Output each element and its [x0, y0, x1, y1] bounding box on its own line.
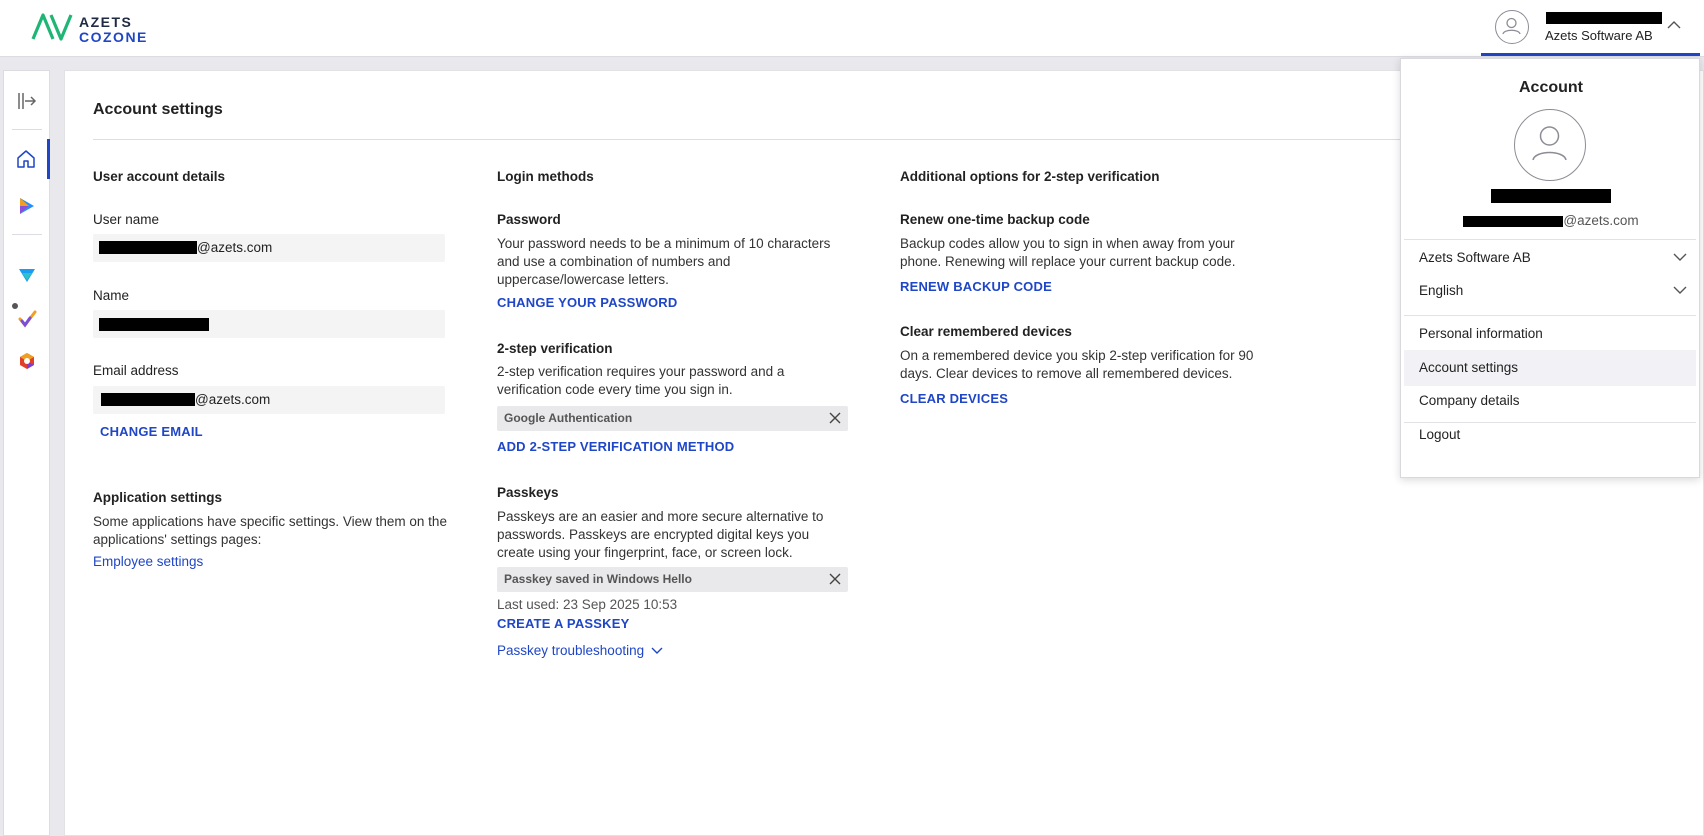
nav-app-hex[interactable]: [4, 341, 50, 381]
menu-item-label: Account settings: [1419, 360, 1519, 375]
azets-cozone-logo[interactable]: [31, 12, 171, 44]
check-app-icon: [17, 309, 37, 329]
menu-item-label: Logout: [1419, 427, 1461, 442]
profile-email: [1401, 213, 1701, 228]
name-label: Name: [93, 288, 130, 303]
redacted-email: [101, 393, 195, 406]
home-icon: [16, 149, 36, 169]
app-settings-text: Some applications have specific settings. View them on the applications' settings pages:: [93, 514, 447, 547]
section-heading: Login methods: [497, 169, 594, 184]
password-title: Password: [497, 212, 561, 227]
two-step-method-chip: [497, 406, 848, 431]
menu-item-label: Personal information: [1419, 326, 1543, 341]
user-company-name: Azets Software AB: [1545, 28, 1653, 43]
notification-dot: [12, 303, 18, 309]
username-field: [93, 234, 445, 262]
app-settings-heading: Application settings: [93, 490, 223, 505]
logo-text-azets: AZETS: [79, 14, 133, 30]
passkey-troubleshooting-link[interactable]: Passkey troubleshooting: [497, 643, 645, 658]
section-heading: User account details: [93, 169, 226, 184]
hex-app-icon: [17, 351, 37, 371]
profile-avatar-icon: [1514, 109, 1586, 181]
nav-app-play[interactable]: [4, 186, 50, 226]
close-icon[interactable]: [828, 411, 842, 425]
section-heading: Additional options for 2-step verification: [900, 169, 1160, 184]
flow-app-icon: [17, 265, 37, 285]
employee-settings-link[interactable]: Employee settings: [93, 554, 204, 569]
menu-logout[interactable]: [1404, 417, 1696, 453]
account-dropdown-panel: [1400, 58, 1700, 478]
menu-language-selector[interactable]: [1404, 273, 1696, 309]
user-avatar-icon: [1495, 10, 1529, 44]
passkey-chip: [497, 567, 848, 592]
nav-divider: [12, 129, 42, 130]
nav-divider: [12, 234, 42, 235]
menu-company-details[interactable]: [1404, 383, 1696, 419]
two-step-title: 2-step verification: [497, 341, 613, 356]
name-field: [93, 310, 445, 338]
username-label: User name: [93, 212, 160, 227]
logo-text-cozone: COZONE: [79, 29, 148, 45]
password-text: Your password needs to be a minimum of 10 characters and use a combination of numbers and uppercase/lowercase letters.: [497, 236, 831, 287]
nav-app-check[interactable]: [4, 299, 50, 339]
menu-account-settings[interactable]: [1404, 350, 1696, 386]
email-label: Email address: [93, 363, 179, 378]
email-field: [93, 386, 445, 414]
email-domain: @azets.com: [195, 392, 271, 407]
passkeys-text: Passkeys are an easier and more secure alternative to passwords. Passkeys are encrypted digital keys you create using your fingerprint, face, or screen lock.: [497, 509, 824, 560]
two-step-text: 2-step verification requires your password and a verification code every time you sign in.: [497, 364, 785, 397]
play-app-icon: [17, 196, 37, 216]
passkey-saved-label: Passkey saved in Windows Hello: [504, 572, 692, 586]
renew-backup-text: Backup codes allow you to sign in when away from your phone. Renewing will replace your current backup code.: [900, 236, 1236, 269]
close-icon[interactable]: [828, 572, 842, 586]
renew-backup-code-button[interactable]: RENEW BACKUP CODE: [900, 279, 1052, 294]
passkey-last-used: Last used: 23 Sep 2025 10:53: [497, 597, 678, 612]
collapse-icon: [16, 91, 38, 111]
redacted-profile-name: [1491, 189, 1611, 203]
menu-item-label: English: [1419, 283, 1464, 298]
page-title: Account settings: [93, 101, 223, 118]
chevron-down-icon: [650, 646, 664, 656]
menu-item-label: Azets Software AB: [1419, 250, 1531, 265]
nav-app-flow[interactable]: [4, 255, 50, 295]
menu-company-selector[interactable]: [1404, 240, 1696, 276]
renew-backup-title: Renew one-time backup code: [900, 212, 1090, 227]
passkey-troubleshooting-toggle[interactable]: [497, 643, 664, 658]
redacted-user-name: [1546, 12, 1662, 24]
profile-email-domain: @azets.com: [1563, 213, 1639, 228]
redacted-username: [99, 241, 197, 254]
change-password-button[interactable]: CHANGE YOUR PASSWORD: [497, 295, 678, 310]
chevron-down-icon: [1672, 252, 1688, 262]
change-email-button[interactable]: CHANGE EMAIL: [100, 424, 203, 439]
chevron-down-icon: [1672, 285, 1688, 295]
chevron-up-icon: [1667, 20, 1681, 30]
collapse-nav-button[interactable]: [4, 81, 50, 121]
panel-title: Account: [1519, 79, 1583, 96]
redacted-name: [99, 318, 209, 331]
top-bar: [0, 0, 1704, 57]
logo-mark-icon: [31, 12, 73, 42]
nav-home[interactable]: [4, 139, 50, 179]
clear-devices-title: Clear remembered devices: [900, 324, 1072, 339]
title-divider: [93, 139, 1473, 140]
side-navigation: [3, 70, 50, 836]
menu-item-label: Company details: [1419, 393, 1520, 408]
clear-devices-button[interactable]: CLEAR DEVICES: [900, 391, 1009, 406]
passkeys-title: Passkeys: [497, 485, 559, 500]
username-domain: @azets.com: [197, 240, 273, 255]
clear-devices-text: On a remembered device you skip 2-step verification for 90 days. Clear devices to remove all remembered devices.: [900, 348, 1254, 381]
two-step-method-label: Google Authentication: [504, 411, 633, 425]
menu-personal-information[interactable]: [1404, 316, 1696, 352]
user-menu-trigger[interactable]: [1481, 0, 1700, 56]
add-two-step-method-button[interactable]: ADD 2-STEP VERIFICATION METHOD: [497, 439, 735, 454]
redacted-profile-email: [1463, 216, 1563, 227]
create-passkey-button[interactable]: CREATE A PASSKEY: [497, 616, 630, 631]
